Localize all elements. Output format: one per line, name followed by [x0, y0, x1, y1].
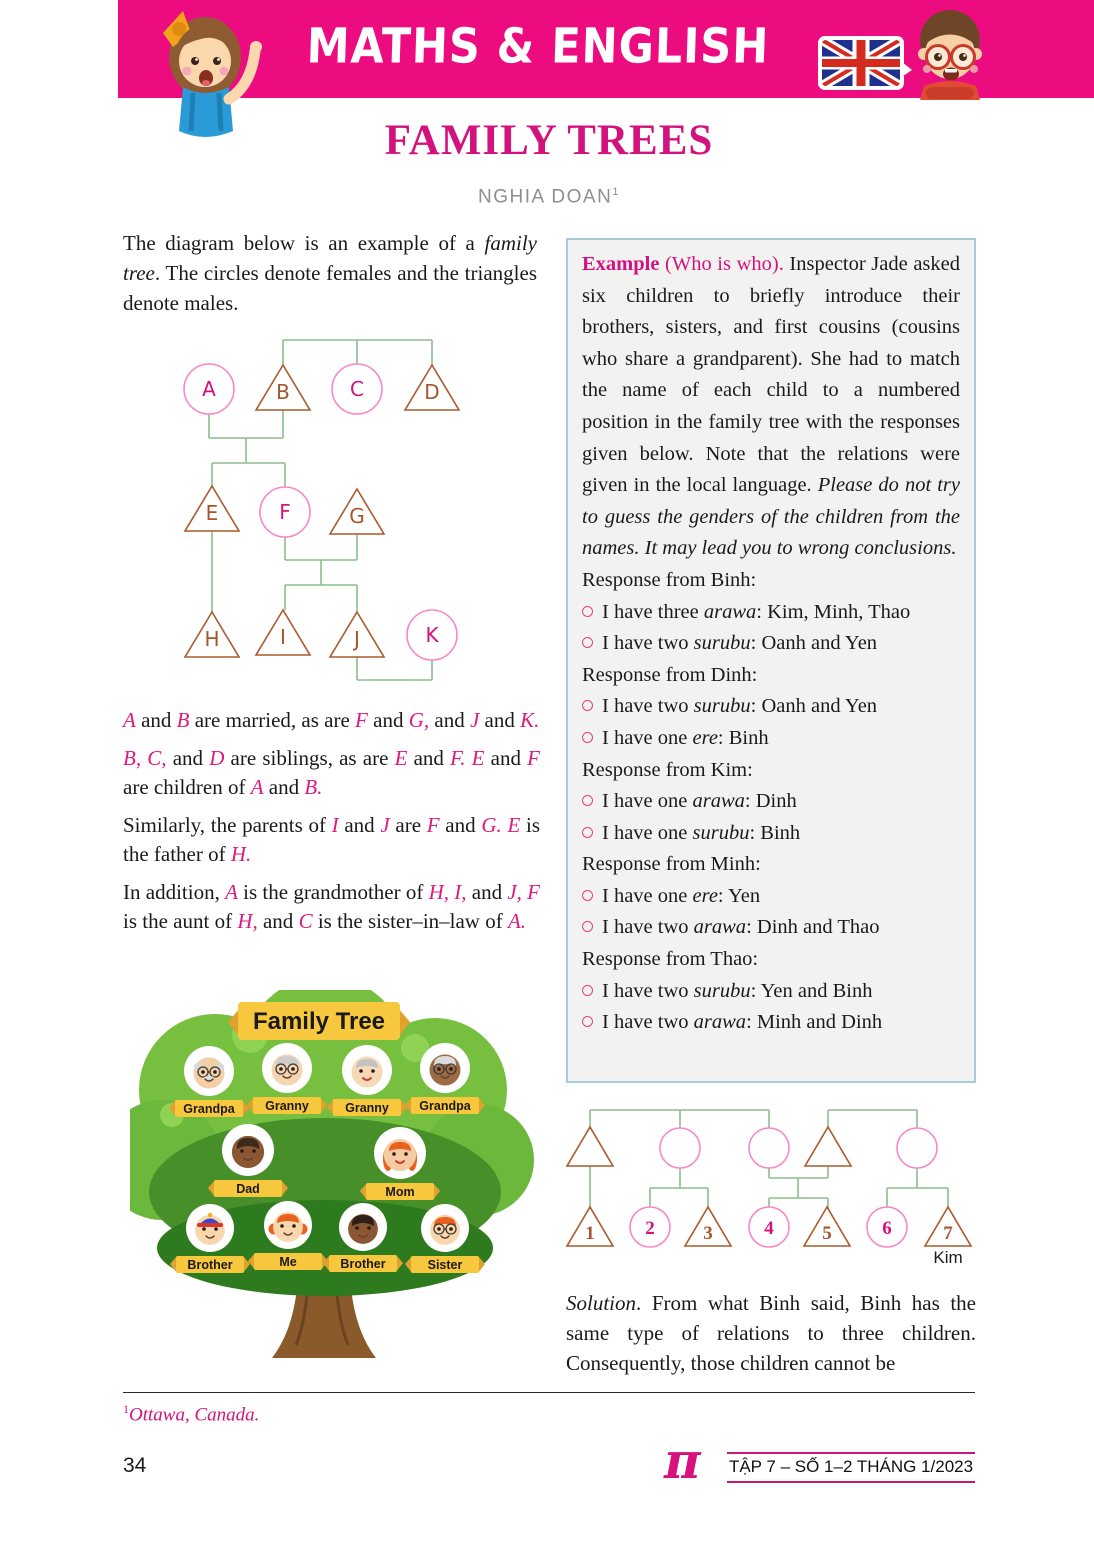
page-title: FAMILY TREES: [384, 117, 714, 164]
text-segment: F. E: [450, 746, 485, 770]
diagram-caption: Kim: [933, 1248, 963, 1267]
node-label: K: [425, 623, 439, 647]
author-name: NGHIA DOAN: [478, 186, 613, 208]
text-segment: is the aunt of: [123, 909, 238, 933]
node-label: 3: [703, 1223, 713, 1244]
text-segment: J: [380, 813, 390, 837]
text-segment: and: [466, 880, 508, 904]
text-segment: J, F: [507, 880, 541, 904]
text-segment: . From what Binh said, Binh has the same type of relations to three children. Consequently, those children cannot be: [566, 1291, 976, 1375]
text-segment: E: [394, 746, 408, 770]
text-segment: E: [507, 813, 521, 837]
text-segment: I: [331, 813, 339, 837]
tree-banner-label: Family Tree: [252, 1008, 386, 1035]
text-segment: B: [176, 708, 190, 732]
portrait-label: Granny: [265, 1099, 309, 1113]
bullet-circle-icon: [582, 795, 593, 806]
page-number: 34: [123, 1454, 147, 1477]
text-segment: F: [426, 813, 440, 837]
relation-paragraph: [123, 706, 540, 735]
author-footnote-mark: 1: [612, 186, 620, 198]
text-segment: In addition,: [123, 880, 226, 904]
relation-paragraph: [123, 878, 540, 936]
portrait-label: Brother: [340, 1257, 386, 1271]
response-heading: Response from Minh:: [582, 853, 761, 876]
text-segment: H, I,: [428, 880, 467, 904]
text-segment: family tree: [123, 231, 537, 285]
author: [123, 186, 975, 208]
footnote-text: Ottawa, Canada.: [129, 1404, 260, 1426]
family-tree-art: [130, 990, 560, 1390]
example-responses: [582, 565, 960, 1039]
node-label: 5: [822, 1223, 832, 1244]
text-segment: B, C,: [123, 746, 167, 770]
node-label: F: [279, 500, 291, 524]
response-bullet-line: I have one arawa: Dinh: [582, 786, 960, 818]
footnote: [123, 1402, 259, 1426]
portrait-label: Grandpa: [183, 1102, 235, 1116]
bullet-circle-icon: [582, 637, 593, 648]
text-segment: and: [263, 775, 305, 799]
portrait-label: Grandpa: [419, 1099, 471, 1113]
response-heading: Response from Dinh:: [582, 663, 758, 686]
text-segment: A: [225, 880, 238, 904]
text-segment: are: [389, 813, 427, 837]
node-label: D: [424, 380, 440, 404]
boy-illustration: [900, 6, 1000, 100]
text-segment: Example: [582, 253, 660, 275]
response-bullet-line: I have two surubu: Oanh and Yen: [582, 691, 960, 723]
pi-logo: π: [664, 1431, 701, 1490]
text-segment: and: [135, 708, 177, 732]
bullet-circle-icon: [582, 700, 593, 711]
positions-diagram: [563, 1092, 978, 1278]
response-bullet-line: I have two surubu: Yen and Binh: [582, 976, 960, 1008]
text-segment: Similarly, the parents of: [123, 813, 332, 837]
portrait-label: Mom: [385, 1185, 415, 1199]
text-segment: and: [479, 708, 521, 732]
footnote-rule: [123, 1392, 975, 1393]
text-segment: (Who is who).: [659, 253, 784, 275]
text-segment: A.: [507, 909, 527, 933]
relation-paragraph: [123, 811, 540, 869]
female-node: [749, 1128, 789, 1168]
node-label: 2: [645, 1218, 655, 1239]
text-segment: A: [123, 708, 136, 732]
text-segment: and: [166, 746, 210, 770]
response-heading: Response from Thao:: [582, 948, 759, 971]
portrait-label: Sister: [427, 1258, 463, 1272]
response-bullet-line: I have one ere: Yen: [582, 881, 960, 913]
response-heading: Response from Kim:: [582, 758, 753, 781]
text-segment: D: [209, 746, 225, 770]
female-node: [897, 1128, 937, 1168]
text-segment: and: [439, 813, 482, 837]
response-heading: Response from Binh:: [582, 568, 757, 591]
male-node: [567, 1127, 613, 1166]
node-label: A: [202, 377, 216, 401]
text-segment: K.: [520, 708, 540, 732]
node-label: 6: [882, 1218, 892, 1239]
bullet-circle-icon: [582, 732, 593, 743]
text-segment: H,: [237, 909, 258, 933]
text-segment: Inspector Jade asked six children to briefly introduce their brothers, sisters, and first cousins (cousins who share a grandparent). She had to match the name of each child to a numbered position in the family tree with the responses given below. Note that the relations were given in the local language.: [582, 253, 960, 497]
text-segment: B.: [304, 775, 323, 799]
text-segment: is the sister–in–law of: [312, 909, 508, 933]
relation-paragraphs: [123, 706, 540, 945]
bullet-circle-icon: [582, 1016, 593, 1027]
response-bullet-line: I have two arawa: Minh and Dinh: [582, 1007, 960, 1039]
bullet-circle-icon: [582, 890, 593, 901]
node-label: 7: [943, 1223, 953, 1244]
node-label: H: [204, 627, 220, 651]
node-label: I: [280, 625, 286, 649]
bullet-circle-icon: [582, 921, 593, 932]
text-segment: Solution: [566, 1291, 637, 1315]
bullet-circle-icon: [582, 606, 593, 617]
portrait-label: Granny: [345, 1101, 389, 1115]
text-segment: F: [355, 708, 368, 732]
response-bullet-line: I have one surubu: Binh: [582, 818, 960, 850]
text-segment: . The circles denote females and the triangles denote males.: [123, 261, 537, 315]
text-segment: are children of: [123, 775, 251, 799]
text-segment: and: [338, 813, 381, 837]
response-bullet-line: I have two arawa: Dinh and Thao: [582, 912, 960, 944]
node-label: G: [349, 504, 365, 528]
text-segment: are siblings, as are: [224, 746, 395, 770]
female-node: [660, 1128, 700, 1168]
portrait-label: Dad: [236, 1182, 260, 1196]
response-bullet-line: I have two surubu: Oanh and Yen: [582, 628, 960, 660]
portrait-label: Brother: [187, 1258, 233, 1272]
text-segment: are married, as are: [189, 708, 356, 732]
bullet-circle-icon: [582, 985, 593, 996]
male-node: [805, 1127, 851, 1166]
intro-paragraph: [123, 228, 537, 318]
portrait-label: Me: [279, 1255, 297, 1269]
node-label: E: [205, 501, 219, 525]
text-segment: and: [429, 708, 470, 732]
text-segment: and: [367, 708, 409, 732]
node-label: 1: [585, 1223, 595, 1244]
bullet-circle-icon: [582, 827, 593, 838]
text-segment: and: [257, 909, 299, 933]
journal-issue: TẬP 7 – SỐ 1–2 THÁNG 1/2023: [727, 1452, 975, 1483]
response-bullet-line: I have one ere: Binh: [582, 723, 960, 755]
node-label: J: [354, 627, 360, 651]
relation-paragraph: [123, 744, 540, 802]
text-segment: and: [484, 746, 528, 770]
example-lead: [582, 249, 960, 565]
text-segment: C: [298, 909, 313, 933]
text-segment: G.: [481, 813, 502, 837]
text-segment: H.: [230, 842, 252, 866]
footnote-mark: 1: [123, 1402, 129, 1416]
text-segment: J: [469, 708, 480, 732]
text-segment: G,: [408, 708, 430, 732]
family-tree-diagram: [140, 330, 560, 710]
tree-banner-ribbon: [228, 1002, 410, 1040]
example-box: [566, 238, 976, 1083]
solution-paragraph: [566, 1288, 976, 1378]
uk-flag-icon: [818, 36, 912, 96]
text-segment: is the father of: [123, 813, 540, 866]
text-segment: is the grandmother of: [237, 880, 429, 904]
node-label: B: [276, 380, 290, 404]
node-label: 4: [764, 1218, 774, 1239]
text-segment: The diagram below is an example of a: [123, 231, 485, 255]
banner-title: MATHS & ENGLISH: [305, 19, 771, 75]
text-segment: Please do not try to guess the genders of the children from the names. It may lead you to wrong conclusions.: [582, 474, 960, 560]
text-segment: F: [527, 746, 540, 770]
node-label: C: [350, 377, 364, 401]
text-segment: A: [250, 775, 264, 799]
text-segment: and: [407, 746, 451, 770]
response-bullet-line: I have three arawa: Kim, Minh, Thao: [582, 597, 960, 629]
